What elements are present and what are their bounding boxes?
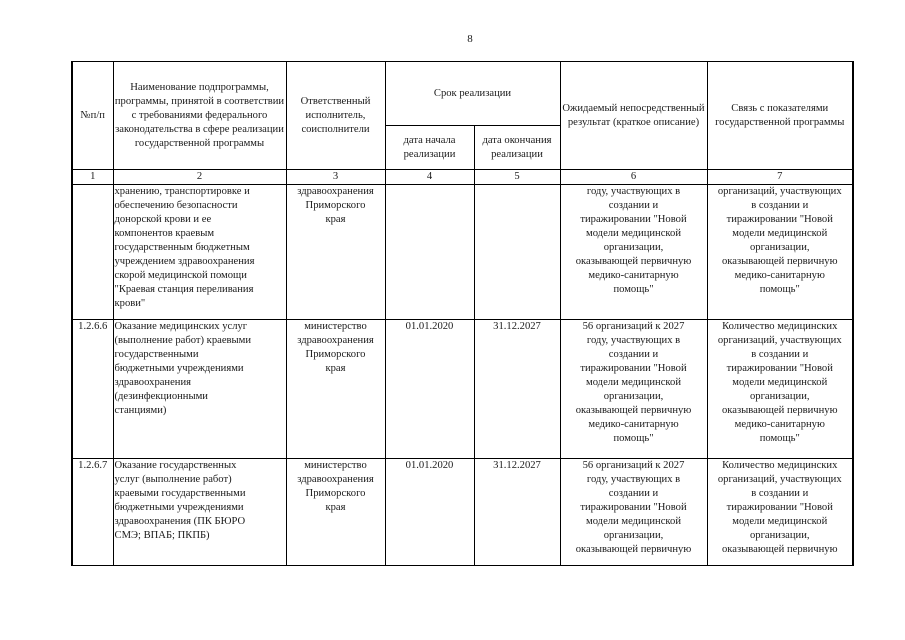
row-name: хранению, транспортировке и обеспечению безопасности донорской крови и ее компонентов краевым государственным бюджетным учреждением здравоохранения скорой медицинской помощи "Краевая станция переливания крови" — [113, 185, 286, 320]
header-name: Наименование подпрограммы, программы, принятой в соответствии с требованиями федерального законодательства в сфере реализации государственной программы — [113, 62, 286, 170]
row-end-date — [474, 185, 560, 320]
row-result: 56 организаций к 2027 году, участвующих в создании и тиражировании "Новой модели медицинской организации, оказывающей первичную медико-санитарную помощь" — [560, 320, 707, 459]
header-result: Ожидаемый непосредственный результат (краткое описание) — [560, 62, 707, 170]
table-row — [72, 459, 853, 566]
column-numbers-row — [72, 170, 853, 185]
program-table — [71, 61, 854, 566]
row-number — [72, 185, 113, 320]
row-link: организаций, участвующих в создании и тиражировании "Новой модели медицинской организации, оказывающей первичную медико-санитарную помощь" — [707, 185, 853, 320]
header-num: №п/п — [72, 62, 113, 170]
row-name: Оказание медицинских услуг (выполнение работ) краевыми государственными бюджетными учреждениями здравоохранения (дезинфекционными станциями) — [113, 320, 286, 459]
column-number: 2 — [113, 170, 286, 185]
header-term: Срок реализации — [385, 62, 560, 126]
table-row — [72, 320, 853, 459]
row-responsible: министерство здравоохранения Приморского края — [286, 459, 385, 566]
row-start-date — [385, 185, 474, 320]
row-result: году, участвующих в создании и тиражировании "Новой модели медицинской организации, оказывающей первичную медико-санитарную помощь" — [560, 185, 707, 320]
column-number: 6 — [560, 170, 707, 185]
row-number: 1.2.6.7 — [72, 459, 113, 566]
row-responsible: министерство здравоохранения Приморского края — [286, 320, 385, 459]
column-number: 5 — [474, 170, 560, 185]
row-link: Количество медицинских организаций, участвующих в создании и тиражировании "Новой модели медицинской организации, оказывающей первичную медико-санитарную помощь" — [707, 320, 853, 459]
header-start: дата начала реализации — [385, 126, 474, 170]
column-number: 7 — [707, 170, 853, 185]
row-result: 56 организаций к 2027 году, участвующих в создании и тиражировании "Новой модели медицинской организации, оказывающей первичную — [560, 459, 707, 566]
row-start-date: 01.01.2020 — [385, 320, 474, 459]
header-responsible: Ответственный исполнитель, соисполнители — [286, 62, 385, 170]
column-number: 4 — [385, 170, 474, 185]
column-number: 1 — [72, 170, 113, 185]
page-number: 8 — [467, 33, 473, 45]
header-link: Связь с показателями государственной программы — [707, 62, 853, 170]
row-number: 1.2.6.6 — [72, 320, 113, 459]
header-row — [72, 62, 853, 126]
row-end-date: 31.12.2027 — [474, 459, 560, 566]
table-row — [72, 185, 853, 320]
column-number: 3 — [286, 170, 385, 185]
row-start-date: 01.01.2020 — [385, 459, 474, 566]
row-name: Оказание государственных услуг (выполнение работ) краевыми государственными бюджетными учреждениями здравоохранения (ПК БЮРО СМЭ; ВПАБ; ПКПБ) — [113, 459, 286, 566]
header-end: дата окончания реализации — [474, 126, 560, 170]
row-link: Количество медицинских организаций, участвующих в создании и тиражировании "Новой модели медицинской организации, оказывающей первичную — [707, 459, 853, 566]
row-end-date: 31.12.2027 — [474, 320, 560, 459]
row-responsible: здравоохранения Приморского края — [286, 185, 385, 320]
